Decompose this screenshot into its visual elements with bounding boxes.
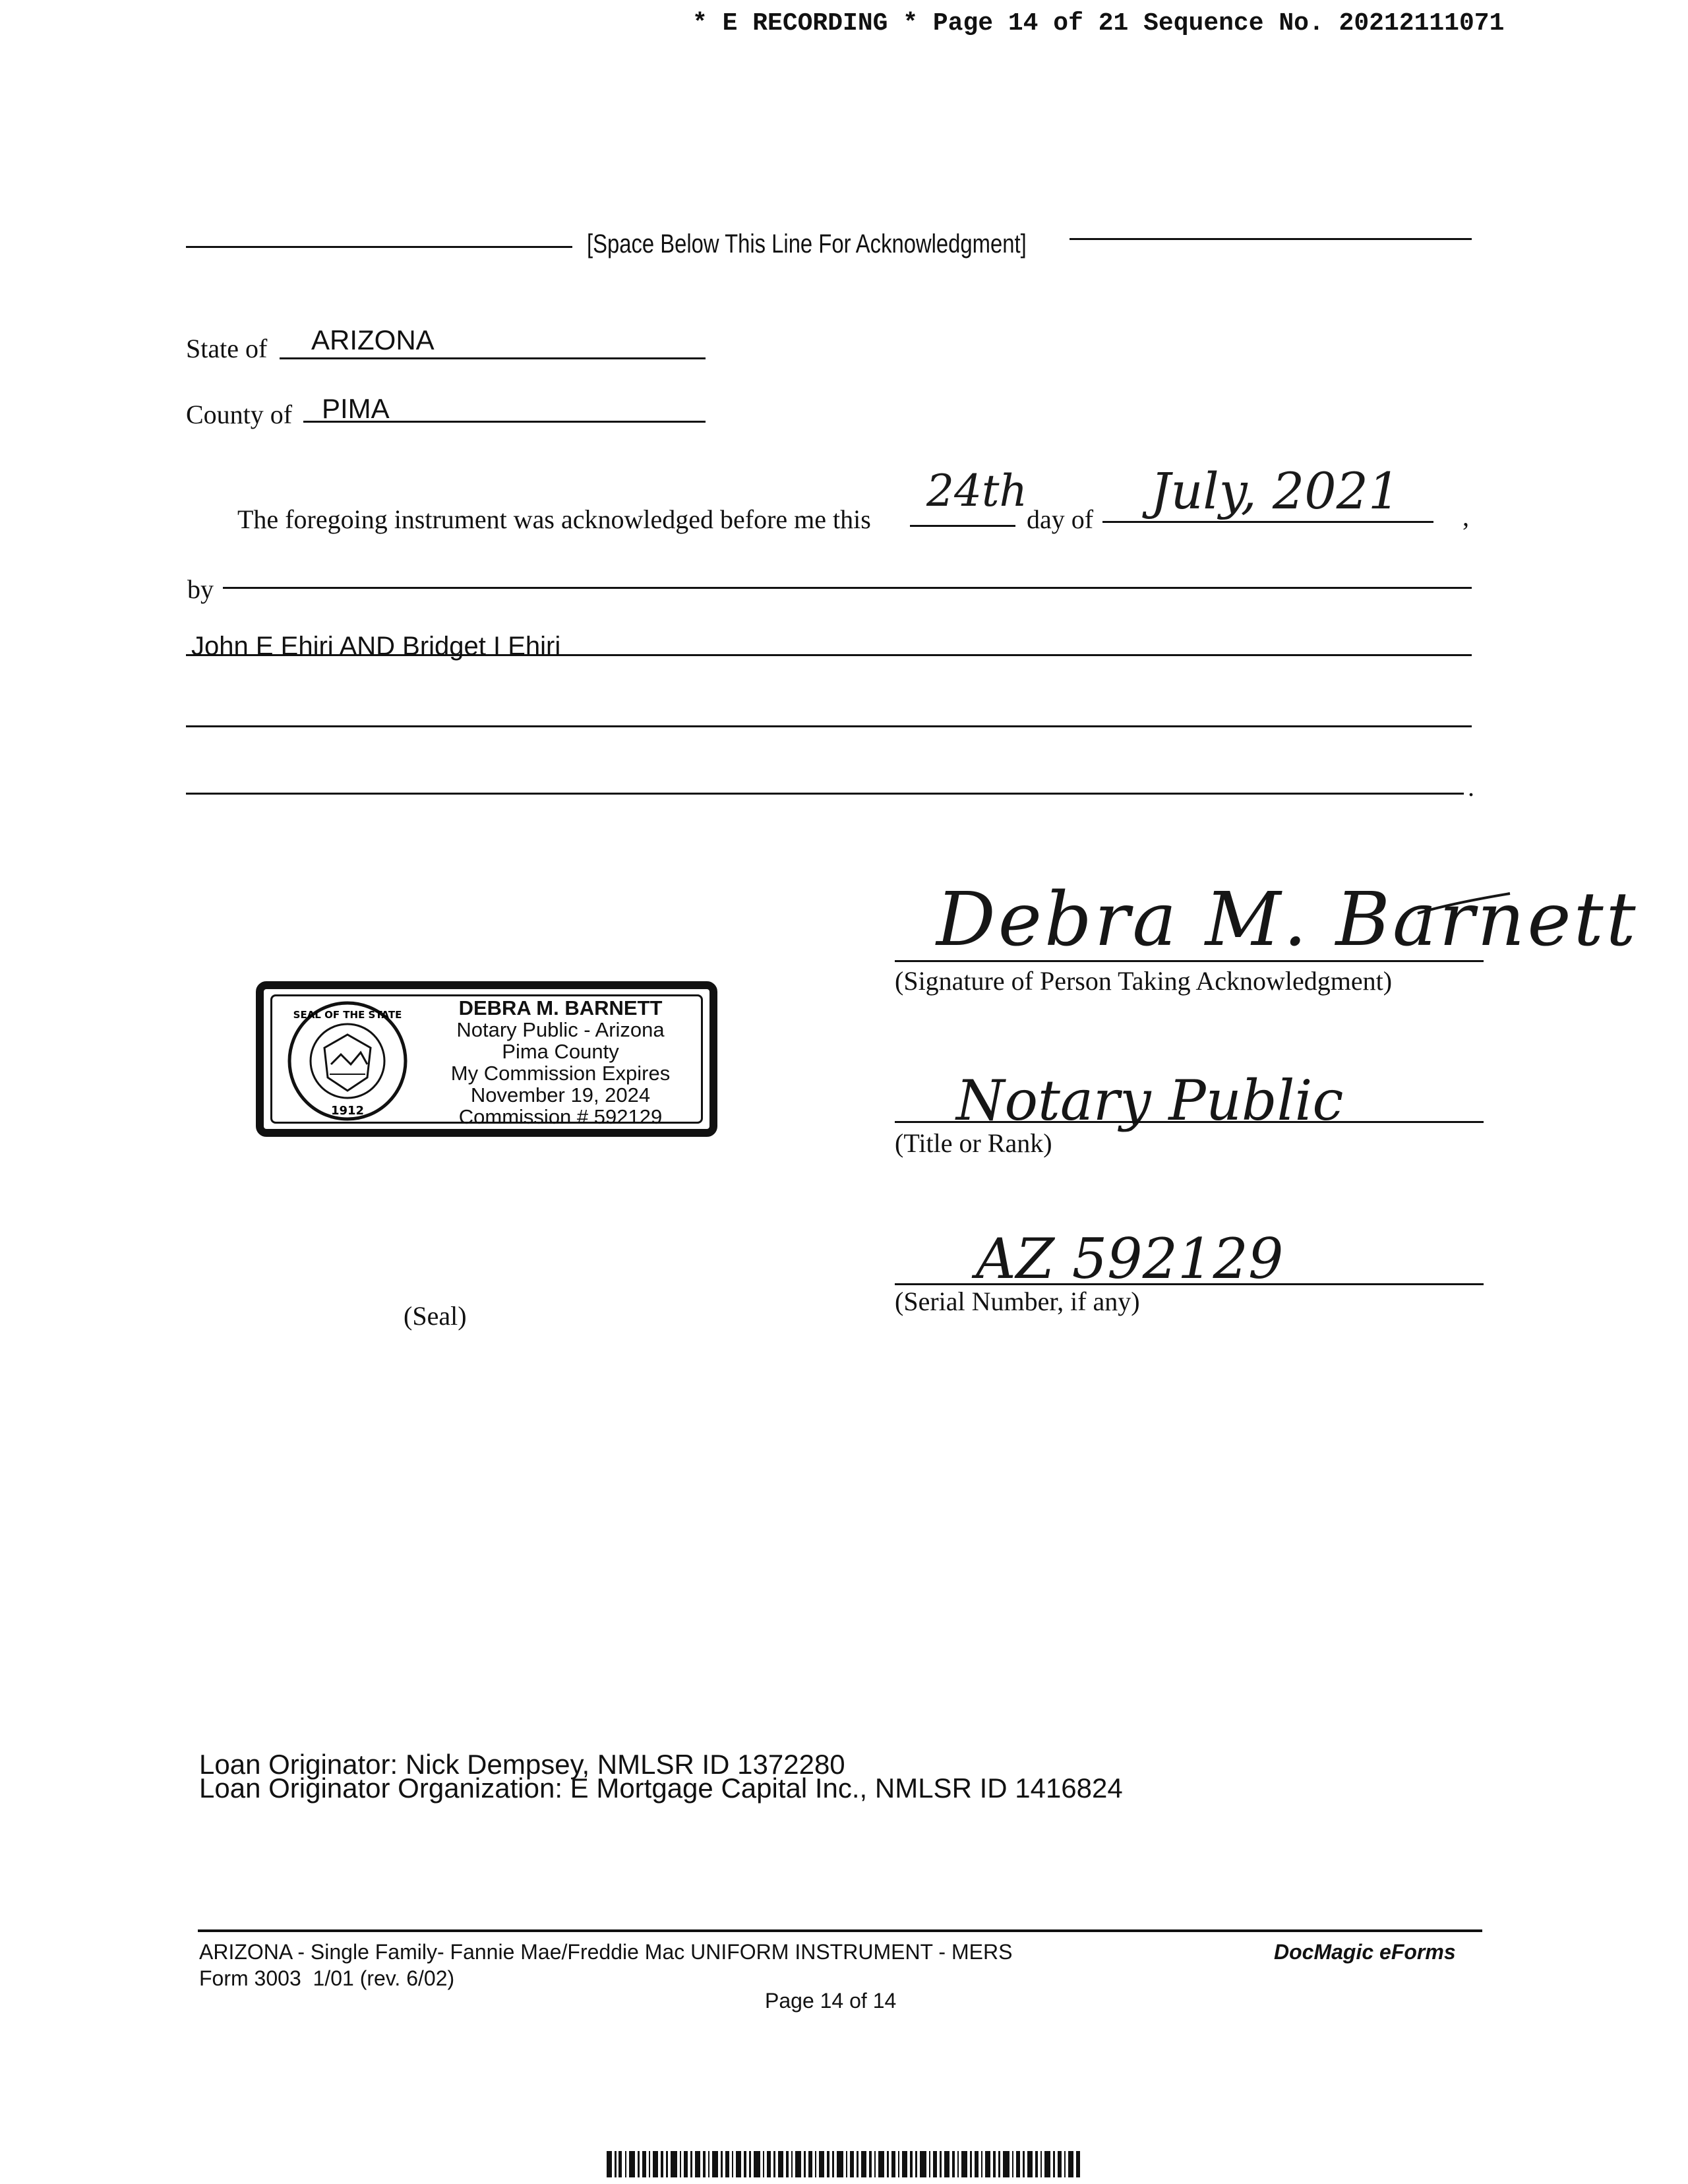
day-value: 24th [926,466,1028,516]
serial-caption: (Serial Number, if any) [895,1287,1140,1316]
county-label: County of [186,400,293,429]
stamp-line-2: Pima County [502,1040,619,1063]
barcode-icon [607,2151,1081,2177]
serial-value: AZ 592129 [976,1227,1284,1291]
stamp-line-4: November 19, 2024 [470,1083,651,1107]
footer-form-number: Form 3003 1/01 (rev. 6/02) [199,1966,455,1990]
day-of-label: day of [1027,504,1094,534]
footer-form-title: ARIZONA - Single Family- Fannie Mae/Freddie Mac UNIFORM INSTRUMENT - MERS [199,1940,1013,1964]
day-line [910,525,1015,527]
month-year-value: July, 2021 [1151,462,1401,520]
title-value: Notary Public [956,1068,1344,1133]
blank-line-2 [186,793,1464,795]
signature-caption: (Signature of Person Taking Acknowledgment) [895,966,1393,996]
acknowledgment-separator-label: [Space Below This Line For Acknowledgment] [587,229,1027,258]
docmagic-logo: DocMagic eForms [1274,1940,1456,1964]
month-year-line [1102,521,1433,523]
separator-rule-left [186,246,572,248]
notary-signature: Debra M. Barnett [936,877,1639,963]
county-line [303,421,706,423]
stamp-line-5: Commission # 592129 [458,1105,663,1128]
parties-line [186,654,1472,656]
recording-header: * E RECORDING * Page 14 of 21 Sequence No. 20212111071 [692,9,1505,38]
state-value: ARIZONA [311,324,435,355]
state-label: State of [186,334,268,363]
title-caption: (Title or Rank) [895,1128,1052,1158]
by-line [223,587,1472,589]
state-line [280,357,706,359]
parties-names: John E Ehiri AND Bridget I Ehiri [191,632,561,661]
signature-line [895,960,1484,962]
foregoing-text: The foregoing instrument was acknowledged before me this [237,504,871,534]
county-value: PIMA [322,393,390,424]
title-line [895,1121,1484,1123]
loan-originator-line: Loan Originator: Nick Dempsey, NMLSR ID 1372280 [199,1749,845,1780]
separator-rule-right [1070,238,1472,240]
stamp-text-block [415,997,706,1128]
trailing-comma: , [1462,502,1469,531]
svg-text:SEAL OF THE STATE: SEAL OF THE STATE [293,1009,402,1021]
arizona-state-seal-icon [285,998,410,1124]
blank-line-1 [186,725,1472,727]
signature-flourish [1411,877,1517,930]
stamp-line-1: Notary Public - Arizona [456,1018,665,1041]
stamp-notary-name: DEBRA M. BARNETT [458,996,663,1019]
footer-rule [198,1929,1482,1932]
svg-text:1912: 1912 [330,1104,365,1118]
stamp-line-3: My Commission Expires [450,1062,671,1085]
notary-stamp [256,981,717,1137]
loan-originator-org-line: Loan Originator Organization: E Mortgage Capital Inc., NMLSR ID 1416824 [199,1773,1123,1804]
seal-label: (Seal) [404,1301,467,1331]
serial-line [895,1283,1484,1285]
by-label: by [187,574,214,604]
footer-page-number: Page 14 of 14 [765,1989,897,2013]
trailing-period: . [1468,772,1474,802]
